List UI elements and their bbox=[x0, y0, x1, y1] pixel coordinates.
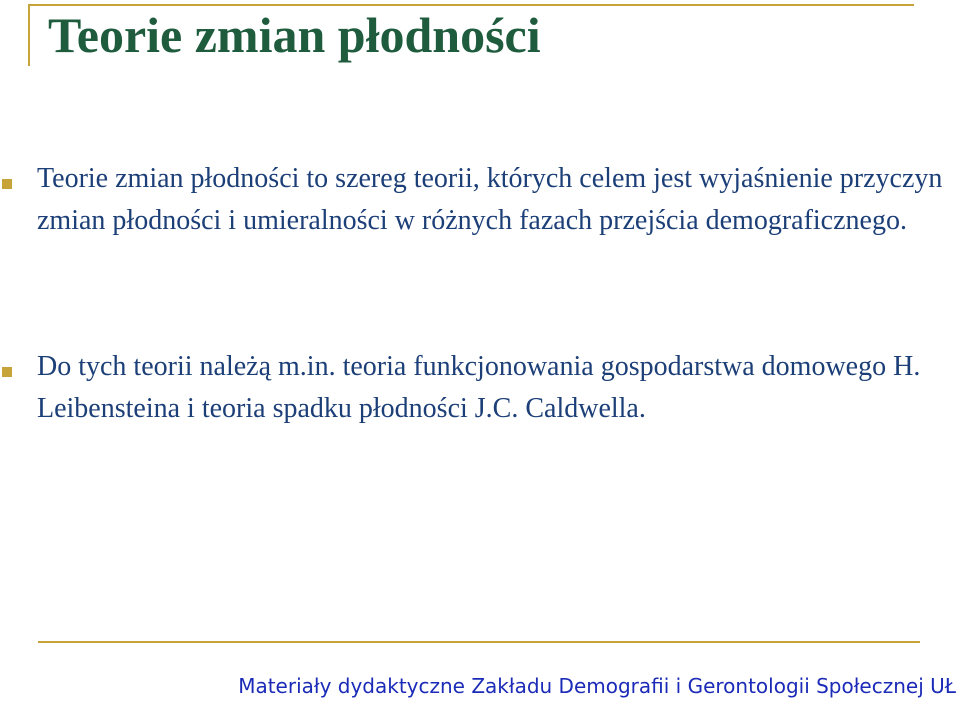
footer-rule bbox=[38, 641, 920, 643]
bullet-text: Do tych teorii należą m.in. teoria funkcjonowania gospodarstwa domowego H. Leibensteina i teoria spadku płodności J.C. Caldwella. bbox=[37, 351, 921, 424]
square-bullet-icon bbox=[2, 179, 12, 189]
square-bullet-icon bbox=[2, 367, 12, 377]
slide-title: Teorie zmian płodności bbox=[48, 7, 541, 63]
footer-text: Materiały dydaktyczne Zakładu Demografii i Gerontologii Społecznej UŁ bbox=[238, 674, 956, 698]
title-left-rule bbox=[28, 4, 30, 66]
bullet-text: Teorie zmian płodności to szereg teorii, których celem jest wyjaśnienie przyczyn zmian płodności i umieralności w różnych fazach przejścia demograficznego. bbox=[37, 163, 943, 236]
